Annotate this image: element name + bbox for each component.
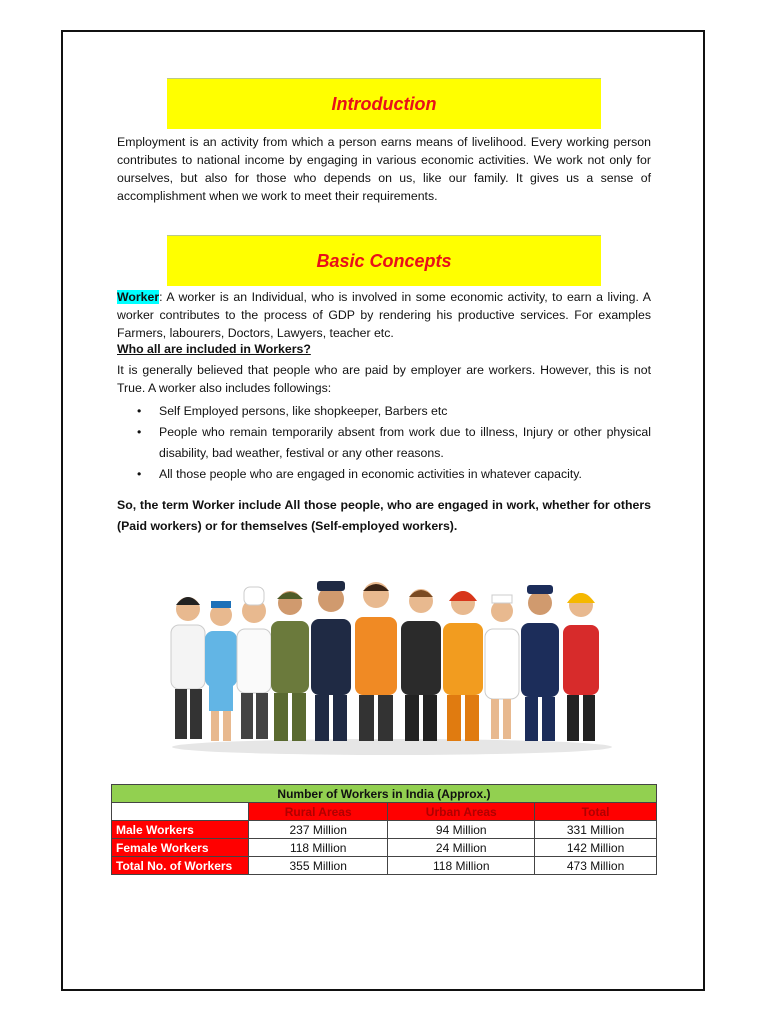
workers-paragraph: It is generally believed that people who are paid by employer are workers. However, this is not True. A worker also includes followings:: [117, 363, 651, 395]
introduction-heading: Introduction: [331, 93, 437, 114]
table-cell: 142 Million: [535, 839, 657, 857]
table-cell: 94 Million: [388, 821, 535, 839]
table-cell: 118 Million: [388, 857, 535, 875]
cook-figure: [355, 582, 397, 741]
workers-subheading: Who all are included in Workers?: [117, 342, 311, 356]
list-item: • People who remain temporarily absent from work due to illness, Injury or other physical disability, bad weather, festival or any other reasons.: [117, 422, 651, 464]
worker-definition-text: : A worker is an Individual, who is involved in some economic activity, to earn a living. A worker contributes to the process of GDP by rendering his productive services. For examples Farmers, labourers, Doctors, Lawyers, teacher etc.: [117, 290, 651, 340]
flight-attendant-figure: [205, 601, 237, 741]
table-cell: 118 Million: [249, 839, 388, 857]
workers-bullet-list: [117, 401, 651, 485]
police-figure: [521, 585, 559, 741]
workers-group-illustration: [161, 565, 623, 757]
document-page: [61, 30, 705, 991]
chef-figure: [237, 587, 271, 739]
doctor-figure: [171, 597, 205, 739]
list-item: • All those people who are engaged in economic activities in whatever capacity.: [117, 464, 651, 485]
table-cell: 473 Million: [535, 857, 657, 875]
introduction-banner: [167, 78, 601, 129]
table-header-rural: Rural Areas: [249, 803, 388, 821]
pilot-figure: [311, 581, 351, 741]
list-item: • Self Employed persons, like shopkeeper, Barbers etc: [117, 401, 651, 422]
table-row: [112, 857, 657, 875]
table-title: Number of Workers in India (Approx.): [112, 785, 657, 803]
row-label: Male Workers: [112, 821, 249, 839]
table-cell: 331 Million: [535, 821, 657, 839]
workers-table: [111, 784, 657, 875]
basic-concepts-heading: Basic Concepts: [316, 250, 452, 271]
introduction-paragraph: Employment is an activity from which a person earns means of livelihood. Every working person contributes to national income by engaging in various economic activities. We work not only for ourselves, but also for those who depends on us, like our family. It gives us a sense of accomplishment when we work to meet their requirements.: [117, 135, 651, 203]
soldier-figure: [271, 591, 309, 741]
table-header-blank: [112, 803, 249, 821]
businessman-figure: [401, 589, 441, 741]
table-cell: 237 Million: [249, 821, 388, 839]
nurse-figure: [485, 595, 519, 739]
engineer-figure: [563, 593, 599, 741]
table-cell: 355 Million: [249, 857, 388, 875]
table-row: [112, 821, 657, 839]
basic-concepts-banner: [167, 235, 601, 286]
table-header-urban: Urban Areas: [388, 803, 535, 821]
table-header-row: [112, 803, 657, 821]
worker-definition: [117, 288, 651, 342]
row-label: Total No. of Workers: [112, 857, 249, 875]
firefighter-figure: [443, 591, 483, 741]
worker-term-highlight: Worker: [117, 290, 160, 304]
table-row: [112, 839, 657, 857]
worker-summary: So, the term Worker include All those people, who are engaged in work, whether for others (Paid workers) or for themselves (Self-employed workers).: [117, 498, 651, 533]
table-cell: 24 Million: [388, 839, 535, 857]
table-header-total: Total: [535, 803, 657, 821]
row-label: Female Workers: [112, 839, 249, 857]
